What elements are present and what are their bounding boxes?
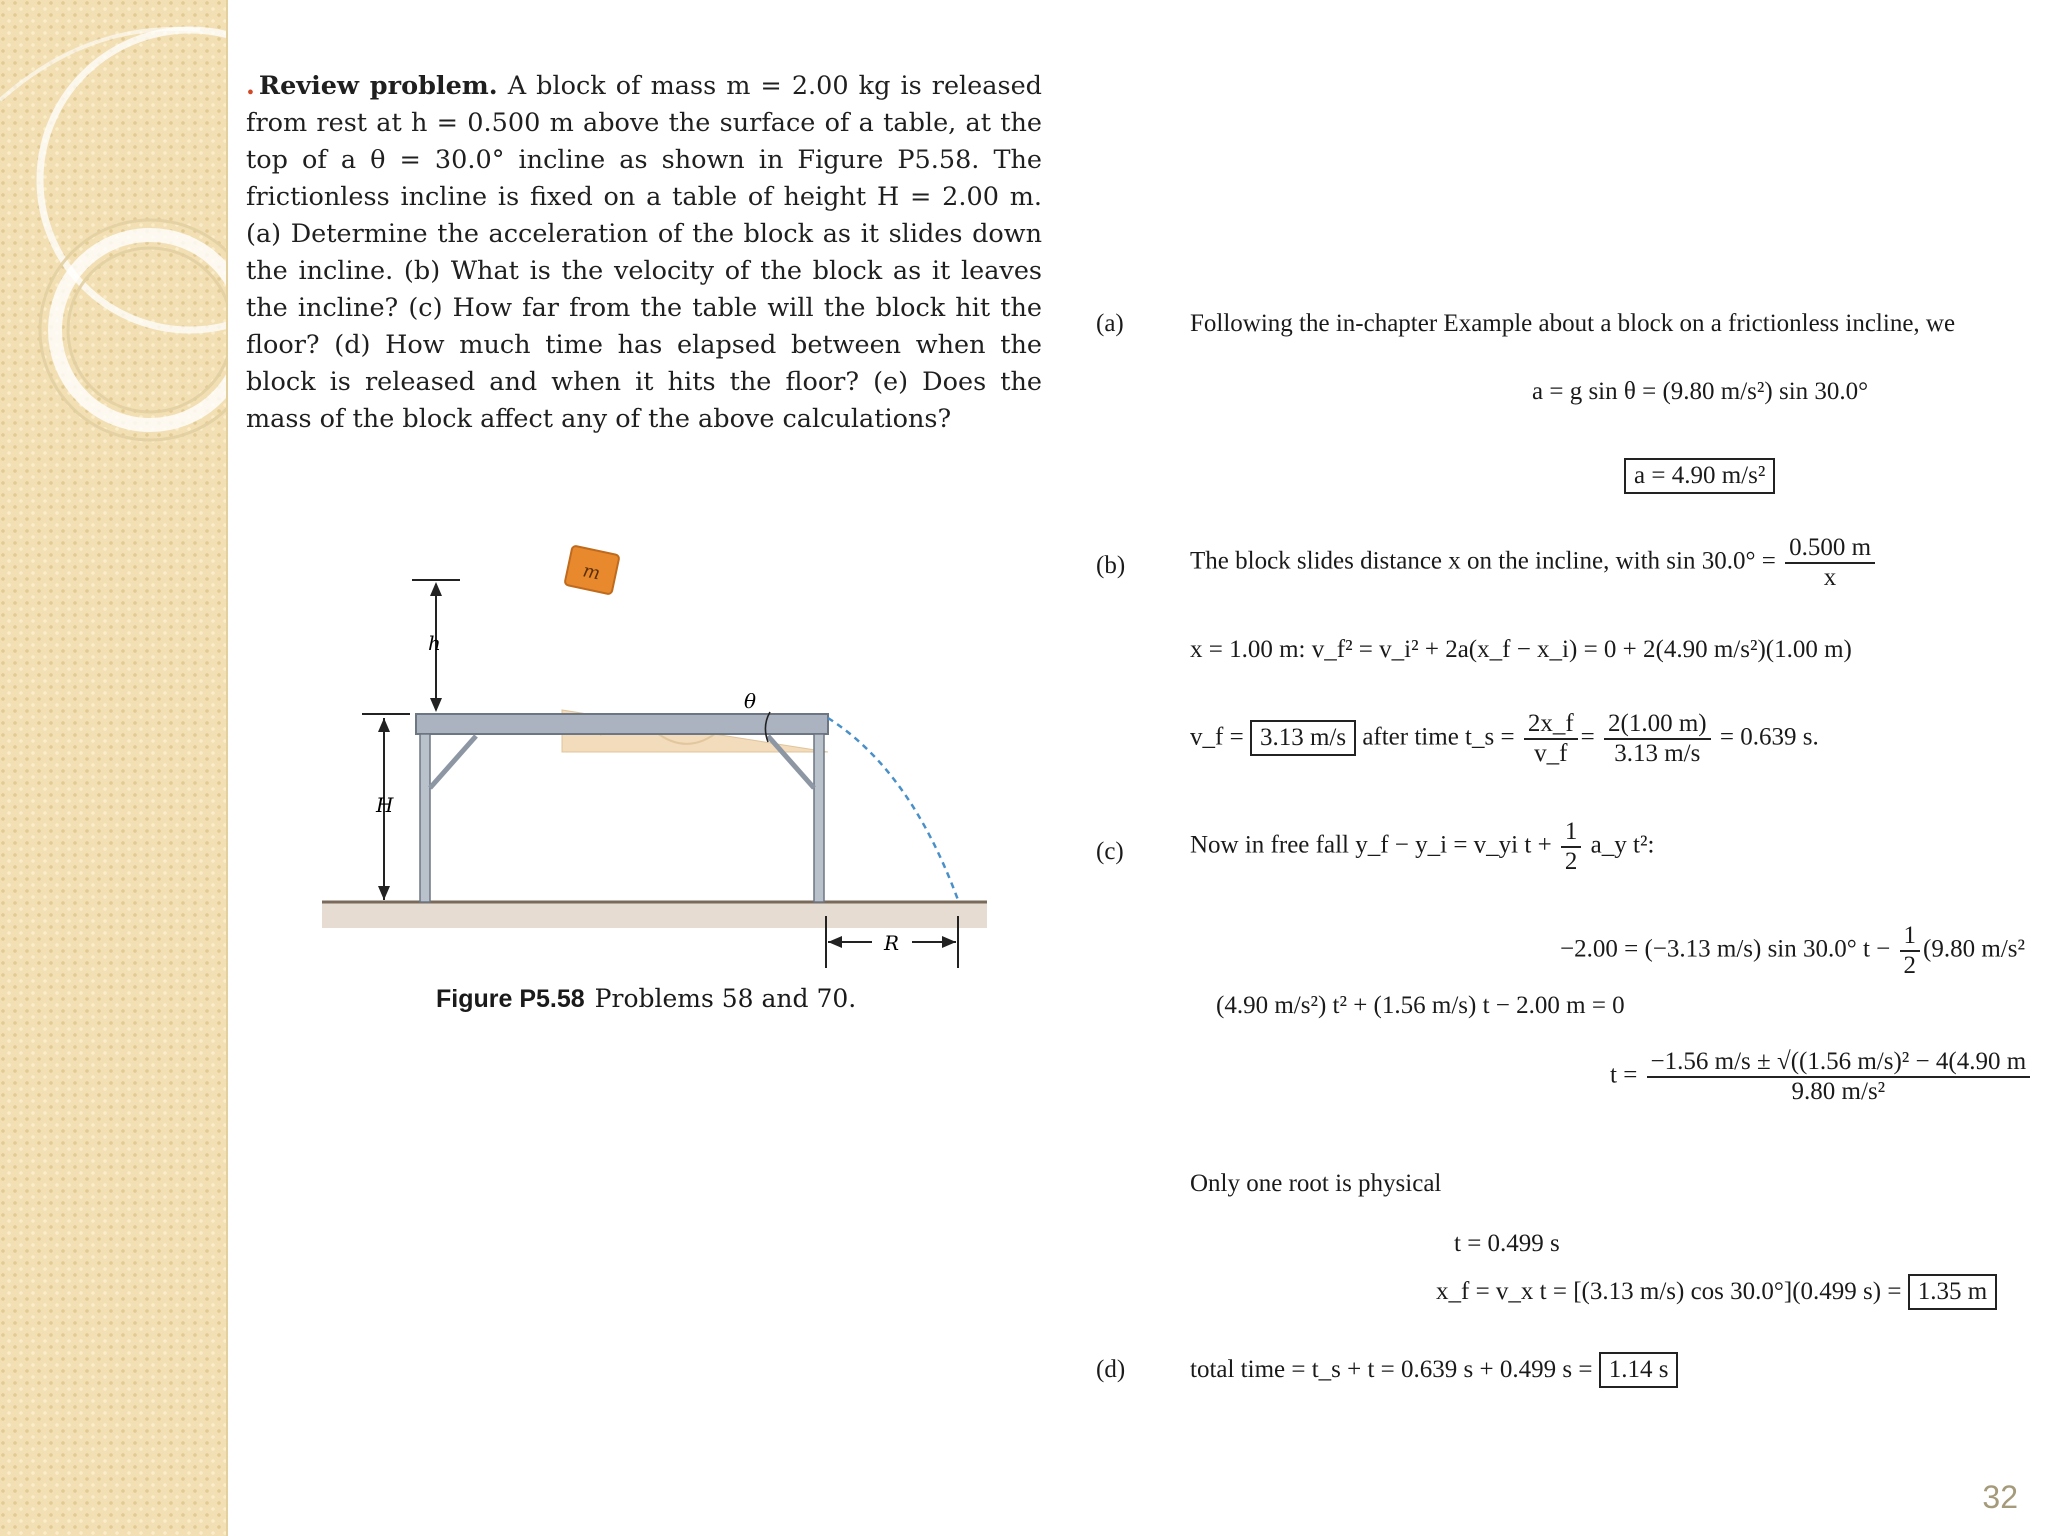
problem-statement — [246, 68, 1042, 438]
problem-text: A block of mass m = 2.00 kg is released from rest at h = 0.500 m above the surface of a table, at the top of a θ = 30.0° incline as shown in Figure P5.58. The frictionless incline is fixed on a table of height H = 2.00 m. (a) Determine the acceleration of the block as it slides down the incline. (b) What is the velocity of the block as it leaves the incline? (c) How far from the table will the block hit the floor? (d) How much time has elapsed between when the block is released and when it hits the floor? (e) Does the mass of the block affect any of the above calculations? — [246, 71, 1042, 434]
part-b-text: The block slides distance x on the incline, with sin 30.0° = — [1190, 547, 1776, 575]
decorative-sidebar — [0, 0, 228, 1536]
part-b-fraction — [1785, 534, 1875, 592]
xf-equation: x_f = v_x t = [(3.13 m/s) cos 30.0°](0.499 s) = — [1436, 1278, 1902, 1305]
fraction-2xf-vf — [1524, 710, 1578, 768]
part-d-label: (d) — [1096, 1356, 1126, 1383]
fraction-half — [1561, 818, 1582, 876]
after-time-text: after time t_s = — [1362, 723, 1515, 751]
H-label: H — [376, 793, 394, 817]
part-a-answer: a = 4.90 m/s² — [1624, 458, 1775, 494]
part-c-eq1 — [1560, 922, 2025, 980]
fraction-denominator: 2 — [1564, 848, 1578, 875]
bullet-dot: . — [246, 71, 255, 101]
part-c-eq1-end: (9.80 m/s² — [1923, 935, 2025, 963]
fraction-denominator: 2 — [1903, 952, 1917, 979]
part-b-answer: 3.13 m/s — [1250, 720, 1356, 756]
part-c-answer: 1.35 m — [1908, 1274, 1997, 1310]
fraction-denominator: 3.13 m/s — [1614, 740, 1701, 767]
part-a-label: (a) — [1096, 310, 1124, 337]
fraction-denominator: 9.80 m/s² — [1791, 1078, 1886, 1105]
page-number: 32 — [1982, 1479, 2018, 1515]
mass-label: m — [580, 560, 603, 585]
trajectory — [828, 718, 958, 900]
fraction-numerator: 0.500 m — [1785, 534, 1875, 564]
fraction-numerator: 1 — [1561, 818, 1582, 848]
part-c-eq2: (4.90 m/s²) t² + (1.56 m/s) t − 2.00 m = 0 — [1216, 992, 1625, 1019]
fraction-numerator: −1.56 m/s ± √((1.56 m/s)² − 4(4.90 m — [1647, 1048, 2031, 1078]
part-c-quadratic — [1610, 1048, 2033, 1106]
fraction-numerator: 2(1.00 m) — [1604, 710, 1711, 740]
fraction-denominator: v_f — [1534, 740, 1568, 767]
h-label: h — [428, 631, 441, 655]
part-c-label: (c) — [1096, 838, 1124, 865]
vf-prefix: v_f = — [1190, 723, 1244, 751]
fraction-values — [1604, 710, 1711, 768]
part-c-xf-line — [1436, 1274, 1997, 1310]
fraction-denominator: x — [1823, 564, 1837, 591]
problem-lead: Review problem. — [258, 71, 498, 101]
fraction-numerator: 1 — [1900, 922, 1921, 952]
floor — [322, 902, 987, 928]
part-c-text: Now in free fall y_f − y_i = v_yi t + — [1190, 831, 1552, 859]
part-a-text: Following the in-chapter Example about a block on a frictionless incline, we — [1190, 310, 1956, 337]
part-c-eq1-text: −2.00 = (−3.13 m/s) sin 30.0° t − — [1560, 935, 1891, 963]
part-b-line3: v_f = 3.13 m/s after time t_s = $\frac{2x\_f}{v\_f}$ = $\frac{2(1.00 m)}{3.13 m/s}$ = 0.639 s. — [1190, 710, 1819, 767]
block — [564, 545, 619, 594]
figure-caption-text: Problems 58 and 70. — [594, 984, 857, 1013]
R-label: R — [884, 931, 900, 955]
theta-label: θ — [744, 689, 757, 713]
figure-p5-58 — [300, 520, 1020, 980]
part-d-answer: 1.14 s — [1599, 1352, 1679, 1388]
part-a-eq1: a = g sin θ = (9.80 m/s²) sin 30.0° — [1532, 378, 1869, 405]
part-b-result: = 0.639 s. — [1719, 723, 1819, 751]
figure-caption — [436, 984, 856, 1014]
part-b-eq1: x = 1.00 m: v_f² = v_i² + 2a(x_f − x_i) = 0 + 2(4.90 m/s²)(1.00 m) — [1190, 636, 1852, 663]
part-c-line1 — [1190, 818, 1654, 876]
part-d-text: total time = t_s + t = 0.639 s + 0.499 s = — [1190, 1356, 1593, 1383]
part-b-label: (b) — [1096, 552, 1126, 579]
quadratic-fraction — [1647, 1048, 2031, 1106]
figure-caption-label: Figure P5.58 — [436, 985, 585, 1013]
part-c-t-result: t = 0.499 s — [1454, 1230, 1560, 1257]
part-b-line1 — [1190, 534, 1878, 592]
t-prefix: t = — [1610, 1061, 1638, 1089]
part-c-text-end: a_y t²: — [1590, 831, 1655, 859]
fraction-half-2 — [1900, 922, 1921, 980]
circle-rings-icon — [0, 0, 228, 1536]
part-a-answer-box — [1624, 458, 1775, 494]
part-c-root-text: Only one root is physical — [1190, 1170, 1442, 1197]
part-d-line — [1190, 1352, 1678, 1388]
fraction-numerator: 2x_f — [1524, 710, 1578, 740]
